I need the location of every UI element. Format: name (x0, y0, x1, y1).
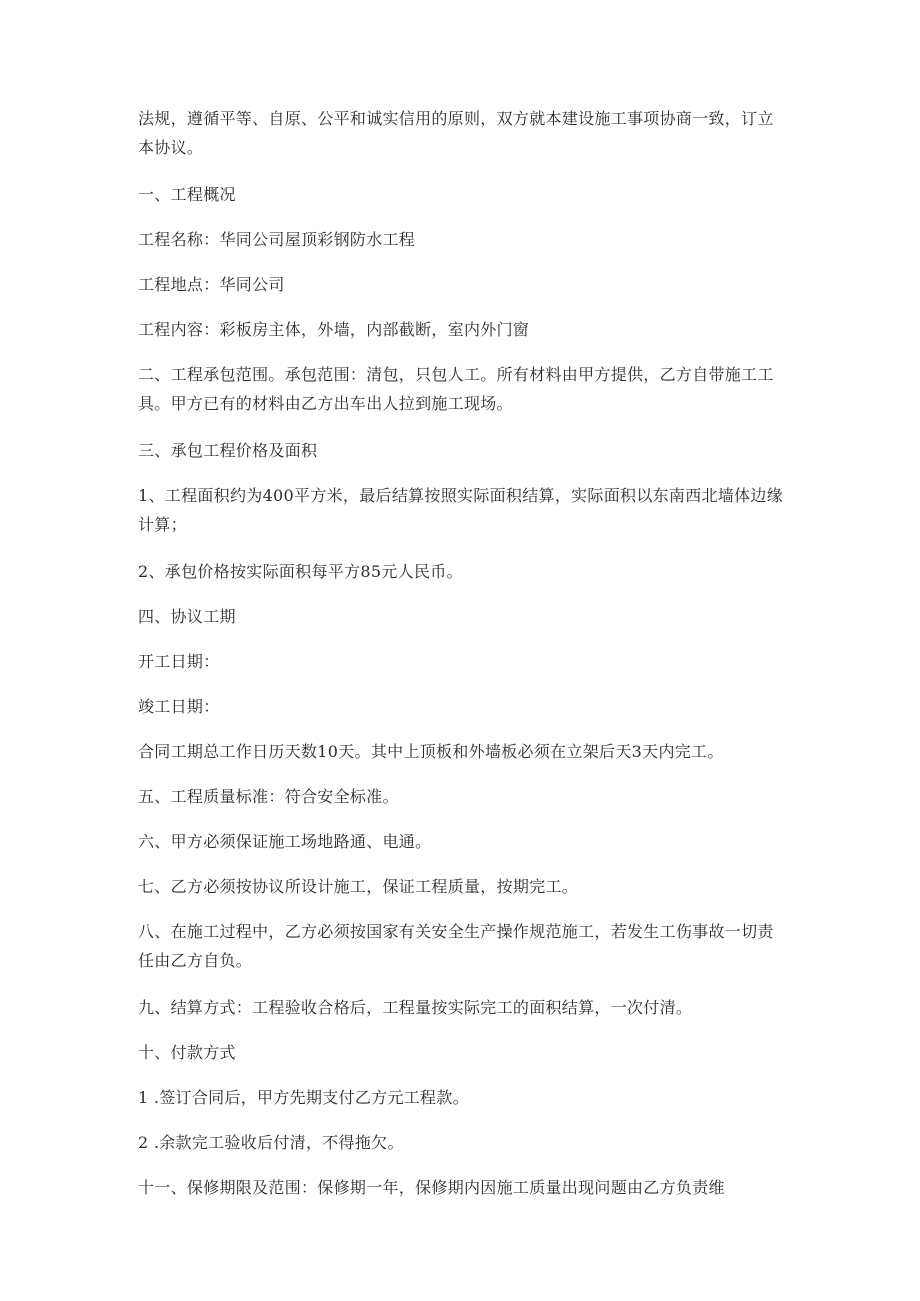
payment-clause-1: 1 .签订合同后，甲方先期支付乙方元工程款。 (138, 1088, 469, 1107)
section-7-party-b: 七、乙方必须按协议所设计施工，保证工程质量，按期完工。 (138, 877, 579, 896)
section-6-party-a: 六、甲方必须保证施工场地路通、电通。 (138, 832, 432, 851)
section-heading-4: 四、协议工期 (138, 607, 236, 626)
payment-clause-2: 2 .余款完工验收后付清，不得拖欠。 (138, 1133, 404, 1152)
section-heading-1: 一、工程概况 (138, 185, 236, 204)
completion-date: 竣工日期： (138, 697, 220, 716)
start-date: 开工日期： (138, 652, 220, 671)
paragraph-preamble: 法规，遵循平等、自原、公平和诚实信用的原则，双方就本建设施工事项协商一致，订立本协议。 (138, 109, 774, 157)
section-5-quality: 五、工程质量标准：符合安全标准。 (138, 787, 399, 806)
contract-duration: 合同工期总工作日历天数10天。其中上顶板和外墙板必须在立架后天3天内完工。 (138, 742, 724, 761)
section-9-settlement: 九、结算方式：工程验收合格后，工程量按实际完工的面积结算，一次付清。 (138, 998, 693, 1017)
project-name: 工程名称：华同公司屋顶彩钢防水工程 (138, 230, 416, 249)
section-2-scope: 二、工程承包范围。承包范围：清包，只包人工。所有材料由甲方提供，乙方自带施工工具。甲方已有的材料由乙方出车出人拉到施工现场。 (138, 365, 774, 413)
document-page (138, 104, 788, 1218)
section-11-warranty: 十一、保修期限及范围：保修期一年，保修期内因施工质量出现问题由乙方负责维 (138, 1178, 725, 1197)
project-content: 工程内容：彩板房主体，外墙，内部截断，室内外门窗 (138, 320, 530, 339)
section-heading-3: 三、承包工程价格及面积 (138, 441, 318, 460)
clause-price: 2、承包价格按实际面积每平方85元人民币。 (138, 562, 463, 581)
project-location: 工程地点：华同公司 (138, 275, 285, 294)
section-8-safety: 八、在施工过程中，乙方必须按国家有关安全生产操作规范施工，若发生工伤事故一切责任由乙方自负。 (138, 922, 774, 970)
section-heading-10: 十、付款方式 (138, 1043, 236, 1062)
clause-area: 1、工程面积约为400平方米，最后结算按照实际面积结算，实际面积以东南西北墙体边缘计算； (138, 486, 784, 534)
